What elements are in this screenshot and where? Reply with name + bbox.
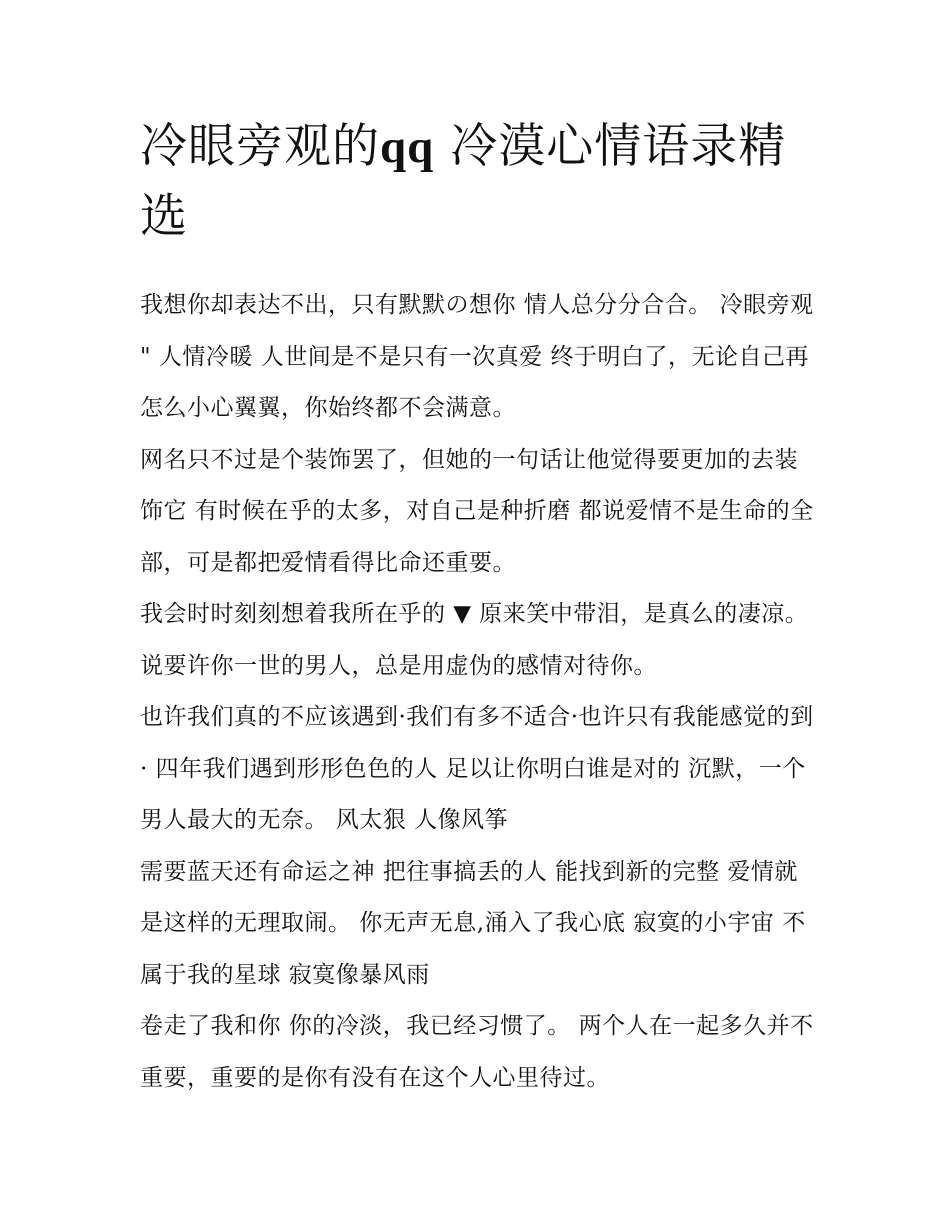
title-text-part2: 冷漠心情语录精选: [140, 119, 787, 244]
document-body: [140, 280, 820, 1104]
document-page: [140, 112, 820, 1104]
title-text-latin: qq: [380, 121, 435, 173]
document-title: [140, 112, 820, 252]
title-text-part1: 冷眼旁观的: [140, 119, 380, 174]
paragraph-3: 我会时时刻刻想着我所在乎的 ▼ 原来笑中带泪，是真么的凄凉。 说要许你一世的男人，总是用虚伪的感情对待你。: [140, 601, 809, 679]
paragraph-4: 也许我们真的不应该遇到·我们有多不适合·也许只有我能感觉的到· 四年我们遇到形形色色的人 足以让你明白谁是对的 沉默，一个男人最大的无奈。 风太狠 人像风筝: [140, 704, 814, 833]
paragraph-5: 需要蓝天还有命运之神 把往事搞丢的人 能找到新的完整 爱情就是这样的无理取闹。 你无声无息,涌入了我心底 寂寞的小宇宙 不属于我的星球 寂寞像暴风雨: [140, 858, 806, 988]
paragraph-6: 卷走了我和你 你的冷淡，我已经习惯了。 两个人在一起多久并不重要，重要的是你有没有在这个人心里待过。: [140, 1013, 814, 1091]
paragraph-1: 我想你却表达不出，只有默默の想你 情人总分分合合。 冷眼旁观 " 人情冷暖 人世间是不是只有一次真爱 终于明白了，无论自己再怎么小心翼翼，你始终都不会满意。: [140, 292, 814, 421]
paragraph-2: 网名只不过是个装饰罢了，但她的一句话让他觉得要更加的去装饰它 有时候在乎的太多，对自己是种折磨 都说爱情不是生命的全部，可是都把爱情看得比命还重要。: [140, 446, 814, 576]
